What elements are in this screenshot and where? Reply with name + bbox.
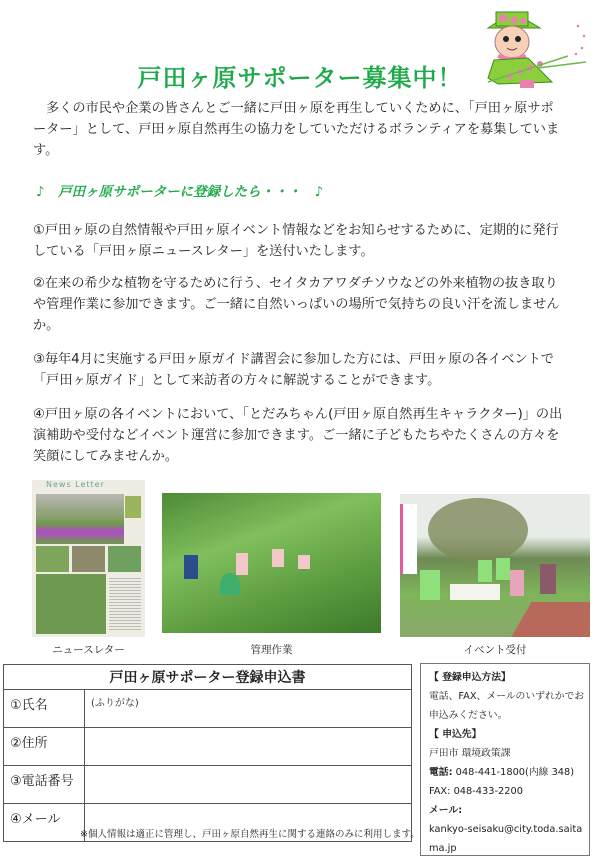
email-label: ④メール: [4, 804, 85, 842]
name-label: ①氏名: [4, 690, 85, 728]
privacy-note: ※個人情報は適正に管理し、戸田ヶ原自然再生に関する連絡のみに利用します。: [80, 829, 420, 840]
mail-address-line-2[interactable]: ma.jp: [429, 843, 457, 854]
method-line-2: 申込みください。: [429, 710, 508, 721]
benefit-2: ②在来の希少な植物を守るために行う、セイタカアワダチソウなどの外来植物の抜き取りや管理作業に参加できます。ご一緒に自然いっぱいの場所で気持ちの良い汗を流しませんか。: [33, 276, 560, 333]
address-label: ②住所: [4, 728, 85, 766]
department: 戸田市 環境政策課: [429, 748, 511, 759]
newsletter-caption: ニュースレター: [52, 644, 125, 656]
event-reception-photo: [400, 494, 590, 637]
benefits-subheading: ♪ 戸田ヶ原サポーターに登録したら・・・ ♪: [36, 184, 324, 200]
address-field[interactable]: [85, 728, 412, 766]
fax-line: FAX: 048-433-2200: [429, 786, 523, 797]
method-heading: 【 登録申込方法】: [429, 672, 511, 683]
newsletter-header: News Letter: [46, 480, 105, 489]
application-info-box: [420, 663, 590, 856]
phone-number: 048-441-1800(内線 348): [455, 767, 575, 778]
event-reception-caption: イベント受付: [463, 644, 527, 656]
newsletter-photo: [32, 480, 145, 637]
mail-address-line-1[interactable]: kankyo-seisaku@city.toda.saita: [429, 824, 583, 835]
phone-label-text: 電話:: [429, 767, 453, 778]
management-work-caption: 管理作業: [250, 644, 293, 656]
method-line-1: 電話、FAX、メールのいずれかでお: [429, 691, 585, 702]
form-title: 戸田ヶ原サポーター登録申込書: [4, 665, 412, 690]
phone-field[interactable]: [85, 766, 412, 804]
mail-label-text: メール:: [429, 805, 463, 816]
benefit-1: ①戸田ヶ原の自然情報や戸田ヶ原イベント情報などをお知らせするために、定期的に発行している「戸田ヶ原ニュースレター」を送付いたします。: [33, 223, 559, 259]
intro-paragraph: 多くの市民や企業の皆さんとご一緒に戸田ヶ原を再生していくために、「戸田ヶ原サポーター」として、戸田ヶ原自然再生の協力をしていただけるボランティアを募集しています。: [33, 101, 560, 158]
page-title: 戸田ヶ原サポーター募集中！: [137, 64, 463, 92]
registration-form: [3, 664, 412, 842]
name-field[interactable]: (ふりがな): [85, 690, 412, 728]
phone-label: ③電話番号: [4, 766, 85, 804]
phone-line: [429, 763, 581, 782]
benefit-3: ③毎年4月に実施する戸田ヶ原ガイド講習会に参加した方には、戸田ヶ原の各イベントで「戸田ヶ原ガイド」として来訪者の方々に解説することができます。: [33, 352, 554, 388]
benefit-4: ④戸田ヶ原の各イベントにおいて、「とだみちゃん(戸田ヶ原自然再生キャラクター)」の出演補助や受付などイベント運営に参加できます。ご一緒に子どもたちやたくさんの方々を笑顔にしてみませんか。: [33, 407, 563, 464]
destination-heading: 【 申込先】: [429, 729, 482, 740]
management-work-photo: [162, 493, 381, 633]
